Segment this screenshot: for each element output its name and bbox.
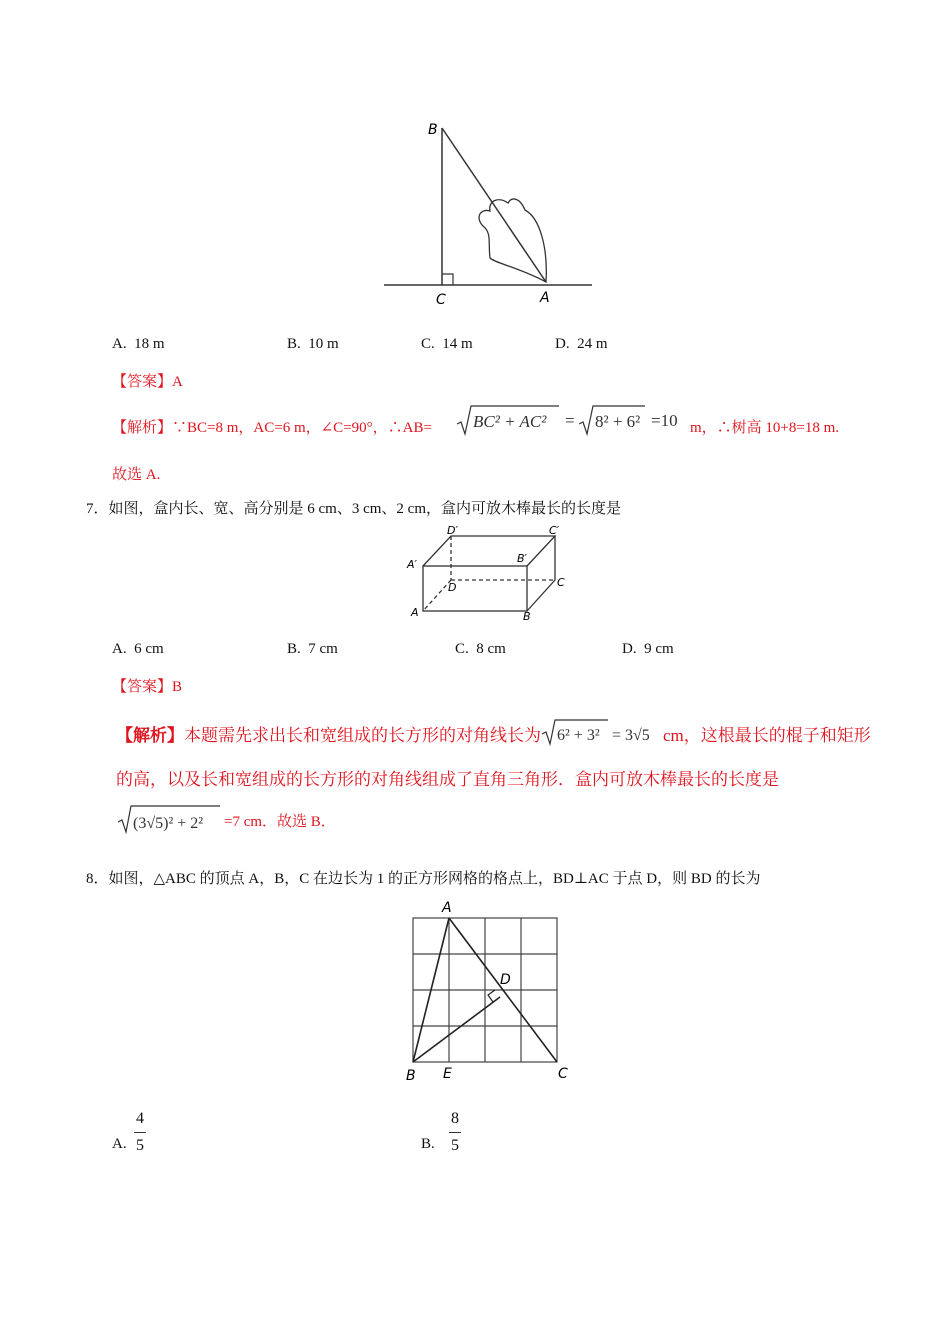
q7-option-c[interactable]: C. 8 cm bbox=[455, 641, 506, 657]
box-label-cp: C′ bbox=[549, 524, 560, 537]
q8-option-b-denominator: 5 bbox=[451, 1137, 459, 1154]
q7-option-a[interactable]: A. 6 cm bbox=[112, 641, 164, 657]
q7-formula-c-radicand: (3√5)² + 2² bbox=[133, 815, 204, 832]
q6-conclusion: 故选 A. bbox=[112, 467, 161, 483]
q8-option-a-fraction[interactable] bbox=[134, 1106, 146, 1159]
grid-label-b: B bbox=[406, 1068, 416, 1084]
tree-triangle-figure bbox=[380, 118, 595, 310]
q7-formula-a-radicand: 6² + 3² bbox=[557, 727, 600, 744]
q7-option-b[interactable]: B. 7 cm bbox=[287, 641, 338, 657]
box-label-dp: D′ bbox=[447, 524, 458, 537]
q6-analysis-prefix: 【解析】∵BC=8 m，AC=6 m，∠C=90°，∴AB= bbox=[112, 420, 432, 436]
q8-option-b-numerator: 8 bbox=[449, 1106, 461, 1133]
box-figure bbox=[405, 524, 570, 624]
q7-formula-a bbox=[540, 716, 662, 748]
q8-option-a-numerator: 4 bbox=[134, 1106, 146, 1133]
right-angle-d bbox=[488, 990, 495, 1002]
q7-formula-c bbox=[116, 802, 224, 836]
grid-label-c: C bbox=[558, 1066, 568, 1082]
hypotenuse-ab bbox=[442, 128, 546, 282]
box-label-c: C bbox=[557, 576, 565, 589]
q6-option-a[interactable]: A. 18 m bbox=[112, 336, 165, 352]
box-label-b: B bbox=[523, 610, 531, 623]
q8-option-b-fraction[interactable] bbox=[449, 1106, 461, 1159]
tree-crown bbox=[479, 199, 546, 282]
q6-analysis-suffix: m，∴树高 10+8=18 m. bbox=[690, 420, 840, 436]
label-a: A bbox=[540, 290, 550, 306]
q6-formula-eq2: =10 bbox=[651, 411, 678, 430]
q7-analysis-line1: 【解析】本题需先求出长和宽组成的长方形的对角线长为 bbox=[116, 726, 541, 745]
q8-option-b-key[interactable]: B. bbox=[421, 1136, 435, 1152]
q6-formula bbox=[455, 402, 690, 438]
right-angle-mark bbox=[442, 274, 453, 285]
q6-option-d[interactable]: D. 24 m bbox=[555, 336, 608, 352]
q7-option-d[interactable]: D. 9 cm bbox=[622, 641, 674, 657]
label-b: B bbox=[428, 122, 438, 138]
grid-label-a: A bbox=[442, 900, 452, 916]
q6-formula-eq1: = bbox=[565, 411, 575, 430]
q7-answer: 【答案】B bbox=[112, 679, 183, 695]
box-label-d: D bbox=[448, 581, 457, 594]
q6-formula-radicand2: 8² + 6² bbox=[595, 412, 641, 431]
grid-triangle-figure bbox=[400, 898, 575, 1086]
q7-question: 7．如图，盒内长、宽、高分别是 6 cm、3 cm、2 cm，盒内可放木棒最长的长度是 bbox=[86, 501, 621, 517]
grid-label-d: D bbox=[500, 972, 511, 988]
q7-analysis-line3: =7 cm．故选 B． bbox=[224, 814, 336, 830]
q8-option-a-key[interactable]: A. bbox=[112, 1136, 127, 1152]
q6-option-b[interactable]: B. 10 m bbox=[287, 336, 339, 352]
q7-formula-b: = 3√5 bbox=[612, 727, 650, 744]
label-c: C bbox=[436, 292, 446, 308]
q6-formula-radicand1: BC² + AC² bbox=[473, 412, 547, 431]
grid-label-e: E bbox=[443, 1066, 452, 1082]
q8-question: 8．如图，△ABC 的顶点 A，B，C 在边长为 1 的正方形网格的格点上，BD⊥AC 于点 D，则 BD 的长为 bbox=[86, 871, 761, 887]
q8-option-a-denominator: 5 bbox=[136, 1137, 144, 1154]
q7-analysis-line2: 的高，以及长和宽组成的长方形的对角线组成了直角三角形．盒内可放木棒最长的长度是 bbox=[116, 770, 779, 789]
box-label-bp: B′ bbox=[517, 552, 528, 565]
box-label-a: A bbox=[411, 606, 419, 619]
q7-analysis-line1b: cm，这根最长的棍子和矩形 bbox=[663, 726, 871, 745]
q6-option-c[interactable]: C. 14 m bbox=[421, 336, 473, 352]
box-label-ap: A′ bbox=[407, 558, 418, 571]
q6-answer: 【答案】A bbox=[112, 374, 183, 390]
